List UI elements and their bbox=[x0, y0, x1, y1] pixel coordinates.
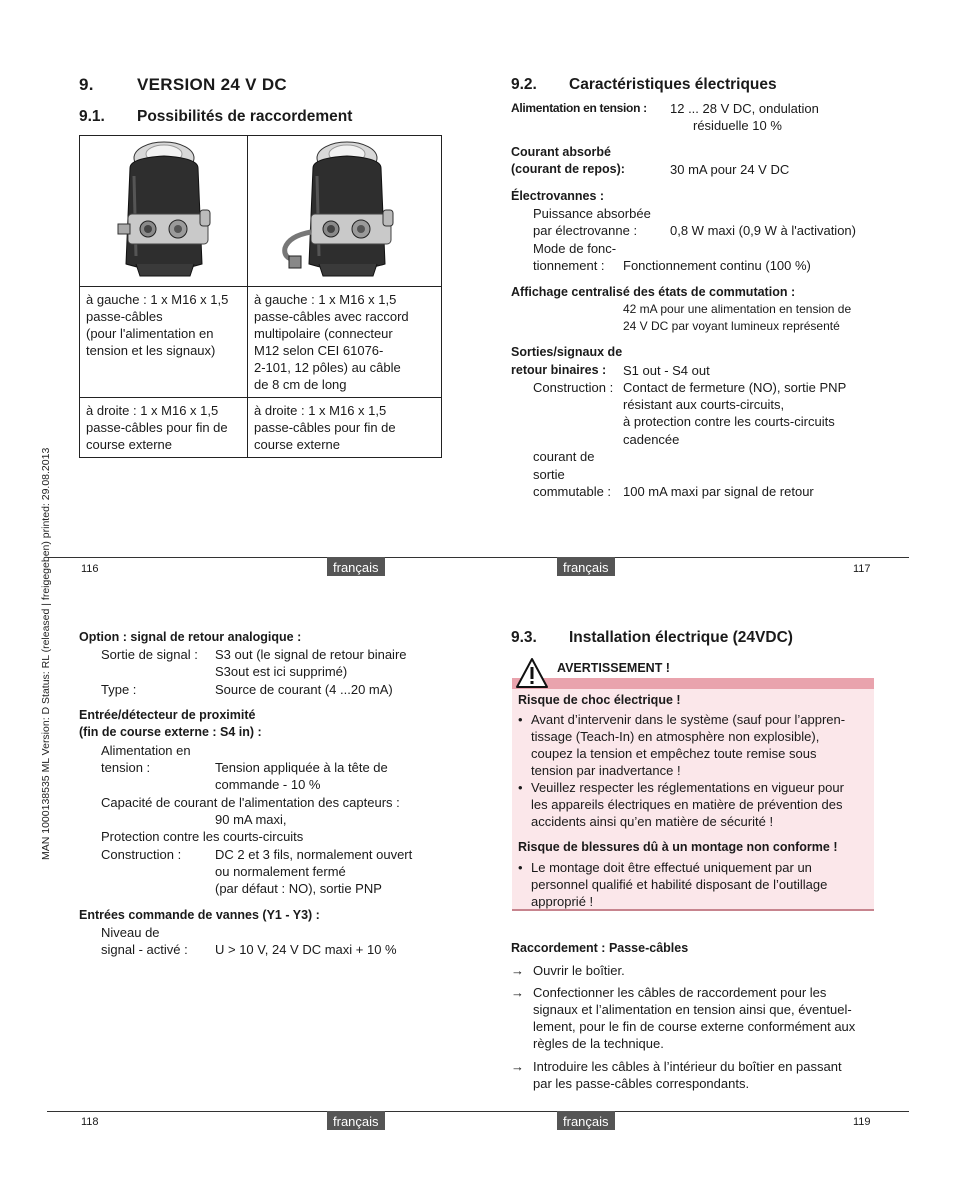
cell-line: à gauche : 1 x M16 x 1,5 bbox=[86, 292, 229, 307]
courant-sortie-label-3: commutable : bbox=[533, 484, 612, 499]
text-line: Avant d’intervenir dans le système (sauf pour l’appren- bbox=[531, 712, 846, 727]
print-status-side-text: MAN 1000138535 ML Version: D Status: RL (released | freigegeben) printed: 29.08.2013 bbox=[40, 447, 52, 860]
device-cable-gland-image bbox=[80, 136, 247, 282]
mode-label-1: Mode de fonc- bbox=[533, 241, 617, 256]
bullet-icon: • bbox=[518, 860, 523, 875]
subsection-title: Possibilités de raccordement bbox=[137, 108, 353, 125]
language-tab-116: français bbox=[327, 557, 385, 576]
text-line: règles de la technique. bbox=[533, 1036, 664, 1051]
construction-label-118: Construction : bbox=[101, 847, 182, 862]
warning-box-header-bar bbox=[512, 678, 874, 689]
niveau-value: U > 10 V, 24 V DC maxi + 10 % bbox=[215, 942, 397, 957]
mode-value: Fonctionnement continu (100 %) bbox=[623, 258, 811, 273]
warning-item-2 bbox=[531, 779, 844, 830]
cell-line: passe-câbles pour fin de bbox=[86, 420, 228, 435]
alimentation-label: Alimentation en tension : bbox=[511, 101, 647, 115]
capacite-label: Capacité de courant de l'alimentation des capteurs : bbox=[101, 795, 400, 810]
text-line: personnel qualifié et habilité disposant de l’outillage bbox=[531, 877, 828, 892]
alim-value-1: Tension appliquée à la tête de bbox=[215, 760, 388, 775]
section-heading-9 bbox=[79, 76, 287, 93]
construction-value-118-1: DC 2 et 3 fils, normalement ouvert bbox=[215, 847, 413, 862]
type-value: Source de courant (4 ...20 mA) bbox=[215, 682, 393, 697]
subsection-number: 9.1. bbox=[79, 108, 105, 125]
cell-line: de 8 cm de long bbox=[254, 377, 347, 392]
cell-line: multipolaire (connecteur bbox=[254, 326, 393, 341]
language-tab-117: français bbox=[557, 557, 615, 576]
puissance-label-2: par électrovanne : bbox=[533, 223, 638, 238]
arrow-icon: → bbox=[511, 963, 524, 978]
sorties-value: S1 out - S4 out bbox=[623, 363, 710, 378]
step-prepare-cables bbox=[533, 984, 855, 1052]
cell-line: (pour l'alimentation en bbox=[86, 326, 214, 341]
text-line: Le montage doit être effectué uniquement par un bbox=[531, 860, 812, 875]
text-line: lement, pour le fin de course externe conformément aux bbox=[533, 1019, 856, 1034]
arrow-icon: → bbox=[511, 1059, 524, 1074]
step-insert-cables bbox=[533, 1058, 842, 1092]
subsection-heading-9-3 bbox=[511, 629, 793, 646]
text-line: par les passe-câbles correspondants. bbox=[533, 1076, 750, 1091]
step-open-housing bbox=[533, 962, 625, 979]
text-line: Ouvrir le boîtier. bbox=[533, 963, 625, 978]
raccordement-label: Raccordement : Passe-câbles bbox=[511, 941, 689, 955]
cell-line: 2-101, 12 pôles) au câble bbox=[254, 360, 401, 375]
warning-item-3 bbox=[531, 859, 827, 910]
arrow-icon: → bbox=[511, 985, 524, 1000]
cell-line: passe-câbles avec raccord bbox=[254, 309, 409, 324]
cell-line: à droite : 1 x M16 x 1,5 bbox=[86, 403, 219, 418]
niveau-label-2: signal - activé : bbox=[101, 942, 188, 957]
warning-item-1 bbox=[531, 711, 845, 779]
sorties-label-2: retour binaires : bbox=[511, 363, 607, 377]
device-image-cell-right bbox=[248, 136, 442, 287]
courant-label-1: Courant absorbé bbox=[511, 145, 612, 159]
risk-improper-mounting: Risque de blessures dû à un montage non conforme ! bbox=[518, 840, 838, 854]
text-line: signaux et l’alimentation en tension ainsi que, éventuel- bbox=[533, 1002, 852, 1017]
text-line: Confectionner les câbles de raccordement pour les bbox=[533, 985, 827, 1000]
niveau-label-1: Niveau de bbox=[101, 925, 160, 940]
courant-value: 30 mA pour 24 V DC bbox=[670, 162, 790, 177]
construction-value-3: à protection contre les courts-circuits bbox=[623, 414, 835, 429]
alim-label-1: Alimentation en bbox=[101, 743, 191, 758]
cell-line: M12 selon CEI 61076- bbox=[254, 343, 384, 358]
affichage-value-2: 24 V DC par voyant lumineux représenté bbox=[623, 319, 840, 333]
footer-divider-bottom bbox=[47, 1111, 909, 1112]
text-line: les appareils électriques en matière de prévention des bbox=[531, 797, 843, 812]
cell-line: passe-câbles pour fin de bbox=[254, 420, 396, 435]
connection-options-table bbox=[79, 135, 442, 458]
entree-label-1: Entrée/détecteur de proximité bbox=[79, 708, 256, 722]
alimentation-value-2: résiduelle 10 % bbox=[693, 118, 782, 133]
cell-line: à gauche : 1 x M16 x 1,5 bbox=[254, 292, 397, 307]
capacite-value: 90 mA maxi, bbox=[215, 812, 287, 827]
subsection-number: 9.3. bbox=[511, 629, 537, 646]
affichage-label: Affichage centralisé des états de commutation : bbox=[511, 285, 796, 299]
table-cell-right-droite-2 bbox=[248, 398, 442, 458]
courant-sortie-label-2: sortie bbox=[533, 467, 565, 482]
text-line: tension par inadvertance ! bbox=[531, 763, 681, 778]
table-cell-right-gauche-1 bbox=[248, 287, 442, 398]
bullet-icon: • bbox=[518, 780, 523, 795]
text-line: accidents ainsi qu’en matière de sécurité ! bbox=[531, 814, 774, 829]
cell-line: tension et les signaux) bbox=[86, 343, 216, 358]
entree-label-2: (fin de course externe : S4 in) : bbox=[79, 725, 262, 739]
construction-value-4: cadencée bbox=[623, 432, 680, 447]
text-line: Introduire les câbles à l’intérieur du boîtier en passant bbox=[533, 1059, 842, 1074]
page-number-119: 119 bbox=[853, 1116, 871, 1128]
warning-triangle-icon bbox=[515, 657, 549, 689]
language-tab-119: français bbox=[557, 1111, 615, 1130]
text-line: approprié ! bbox=[531, 894, 594, 909]
construction-value-2: résistant aux courts-circuits, bbox=[623, 397, 785, 412]
page-number-116: 116 bbox=[81, 563, 99, 575]
construction-value-118-3: (par défaut : NO), sortie PNP bbox=[215, 881, 382, 896]
cell-line: à droite : 1 x M16 x 1,5 bbox=[254, 403, 387, 418]
subsection-number: 9.2. bbox=[511, 76, 537, 93]
section-number: 9. bbox=[79, 75, 94, 94]
construction-label: Construction : bbox=[533, 380, 614, 395]
subsection-title: Installation électrique (24VDC) bbox=[569, 629, 793, 646]
risk-electric-shock: Risque de choc électrique ! bbox=[518, 693, 681, 707]
device-multipole-connector-image bbox=[255, 136, 435, 282]
sortie-signal-label: Sortie de signal : bbox=[101, 647, 198, 662]
text-line: Veuillez respecter les réglementations en vigueur pour bbox=[531, 780, 844, 795]
language-tab-118: français bbox=[327, 1111, 385, 1130]
device-image-cell-left bbox=[80, 136, 248, 287]
protection-text: Protection contre les courts-circuits bbox=[101, 829, 304, 844]
courant-label-2: (courant de repos): bbox=[511, 162, 625, 176]
courant-sortie-label-1: courant de bbox=[533, 449, 595, 464]
table-cell-left-gauche-1 bbox=[80, 287, 248, 398]
cell-line: course externe bbox=[86, 437, 172, 452]
mode-label-2: tionnement : bbox=[533, 258, 605, 273]
text-line: tissage (Teach-In) en atmosphère non explosible), bbox=[531, 729, 820, 744]
subsection-heading-9-1 bbox=[79, 108, 352, 125]
section-title: VERSION 24 V DC bbox=[137, 75, 287, 94]
option-analog-label: Option : signal de retour analogique : bbox=[79, 630, 302, 644]
construction-value-1: Contact de fermeture (NO), sortie PNP bbox=[623, 380, 847, 395]
cell-line: passe-câbles bbox=[86, 309, 163, 324]
courant-sortie-value: 100 mA maxi par signal de retour bbox=[623, 484, 814, 499]
subsection-heading-9-2 bbox=[511, 76, 777, 93]
sorties-label-1: Sorties/signaux de bbox=[511, 345, 623, 359]
alimentation-value-1: 12 ... 28 V DC, ondulation bbox=[670, 101, 819, 116]
sortie-signal-value-1: S3 out (le signal de retour binaire bbox=[215, 647, 407, 662]
footer-divider-top bbox=[47, 557, 909, 558]
electrovannes-label: Électrovannes : bbox=[511, 189, 605, 203]
subsection-title: Caractéristiques électriques bbox=[569, 76, 777, 93]
puissance-label-1: Puissance absorbée bbox=[533, 206, 651, 221]
bullet-icon: • bbox=[518, 712, 523, 727]
page-number-118: 118 bbox=[81, 1116, 99, 1128]
construction-value-118-2: ou normalement fermé bbox=[215, 864, 346, 879]
commande-vannes-label: Entrées commande de vannes (Y1 - Y3) : bbox=[79, 908, 320, 922]
page-number-117: 117 bbox=[853, 563, 871, 575]
table-cell-left-droite-2 bbox=[80, 398, 248, 458]
puissance-value: 0,8 W maxi (0,9 W à l'activation) bbox=[670, 223, 856, 238]
alim-value-2: commande - 10 % bbox=[215, 777, 321, 792]
warning-title: AVERTISSEMENT ! bbox=[557, 661, 670, 675]
sortie-signal-value-2: S3out est ici supprimé) bbox=[215, 664, 348, 679]
alim-label-2: tension : bbox=[101, 760, 151, 775]
cell-line: course externe bbox=[254, 437, 340, 452]
type-label: Type : bbox=[101, 682, 137, 697]
affichage-value-1: 42 mA pour une alimentation en tension de bbox=[623, 302, 852, 316]
text-line: coupez la tension et empêchez toute remise sous bbox=[531, 746, 817, 761]
